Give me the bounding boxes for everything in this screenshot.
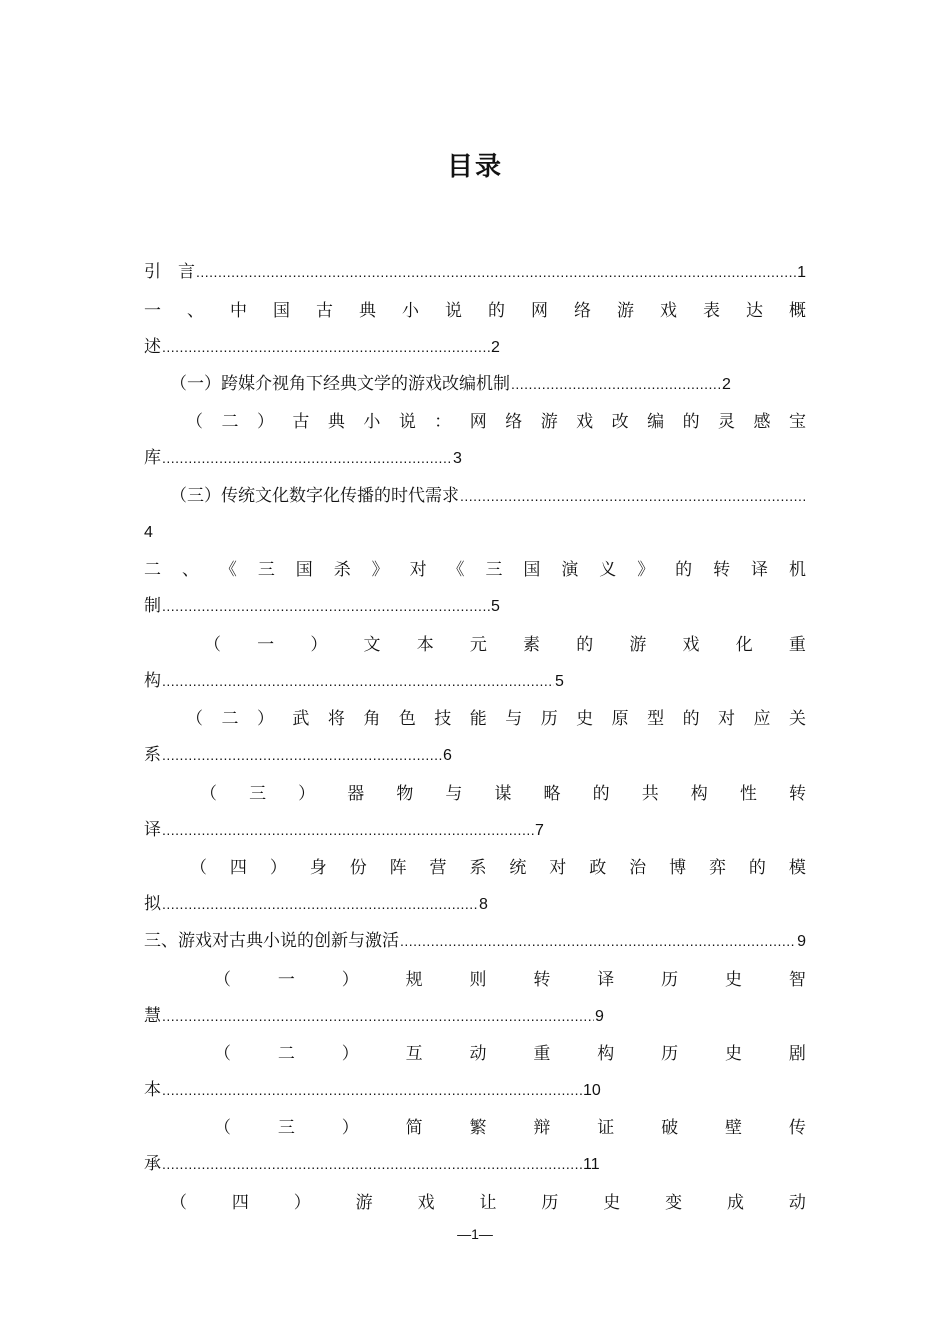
toc-entry-s3[interactable] <box>144 927 806 955</box>
toc-page: 7 <box>535 822 544 839</box>
toc-page: 10 <box>583 1082 601 1099</box>
toc-leader <box>162 444 452 472</box>
toc-entry-s2-4[interactable]: （ 四 ） 身 份 阵 营 系 统 对 政 治 博 弈 的 模 <box>190 858 806 878</box>
toc-leader <box>460 482 805 510</box>
toc-leader <box>162 1076 582 1104</box>
toc-text: 三、游戏对古典小说的创新与激活 <box>144 931 399 951</box>
toc-page: 9 <box>797 933 806 950</box>
toc-entry-s2-cont[interactable]: 制 ..... 5 <box>144 592 806 620</box>
toc-entry-s3-1[interactable]: （ 一 ） 规 则 转 译 历 史 智 <box>214 970 806 990</box>
toc-page: 5 <box>491 598 500 615</box>
toc-page: 4 <box>144 524 153 541</box>
toc-leader <box>162 1002 594 1030</box>
toc-entry-s3-2[interactable]: （ 二 ） 互 动 重 构 历 史 剧 <box>214 1044 806 1064</box>
toc-leader <box>162 592 490 620</box>
toc-entry-s2-3-cont[interactable]: 译 ..... 7 <box>144 816 806 844</box>
toc-entry-s3-3[interactable]: （ 三 ） 简 繁 辩 证 破 壁 传 <box>214 1118 806 1138</box>
toc-leader <box>162 816 534 844</box>
toc-entry-s2-3[interactable]: （ 三 ） 器 物 与 谋 略 的 共 构 性 转 <box>200 784 806 804</box>
toc-entry-s1-3[interactable] <box>170 482 806 510</box>
toc-page: 5 <box>555 673 564 690</box>
toc-entry-s3-4[interactable]: （ 四 ） 游 戏 让 历 史 变 成 动 <box>170 1193 806 1213</box>
toc-page: 9 <box>595 1008 604 1025</box>
toc-leader <box>196 258 796 286</box>
toc-entry-intro[interactable] <box>144 258 806 286</box>
toc-page: 6 <box>443 747 452 764</box>
toc-entry-s2-1[interactable]: （ 一 ） 文 本 元 素 的 游 戏 化 重 <box>204 635 806 655</box>
toc-page: 2 <box>722 376 731 393</box>
toc-entry-s2-4-cont[interactable]: 拟 ..... 8 <box>144 890 806 918</box>
toc-entry-s1-2[interactable]: （ 二 ） 古 典 小 说 ： 网 络 游 戏 改 编 的 灵 感 宝 <box>186 412 806 432</box>
toc-text: （三）传统文化数字化传播的时代需求 <box>170 486 459 506</box>
page-title: 目录 <box>446 152 503 182</box>
toc-entry-s1-2-cont[interactable]: 库 ..... 3 <box>144 444 806 472</box>
toc-page: 3 <box>453 450 462 467</box>
toc-entry-s2-2-cont[interactable]: 系 ..... 6 <box>144 741 806 769</box>
toc-page: 11 <box>583 1156 600 1173</box>
toc-entry-s1-cont[interactable]: 述 ..... 2 <box>144 333 806 361</box>
toc-entry-s3-1-cont[interactable]: 慧 ..... 9 <box>144 1002 806 1030</box>
toc-entry-s1-3-page <box>144 518 806 546</box>
toc-page: 1 <box>797 264 806 281</box>
toc-page: 2 <box>491 339 500 356</box>
page-number-footer: —1— <box>457 1226 493 1242</box>
toc-page: 8 <box>479 896 488 913</box>
toc-text: （一）跨媒介视角下经典文学的游戏改编机制 <box>170 374 510 394</box>
toc-leader <box>162 741 442 769</box>
toc-entry-s3-3-cont[interactable]: 承 ..... 11 <box>144 1150 806 1178</box>
toc-leader <box>400 927 796 955</box>
toc-entry-s3-2-cont[interactable]: 本 ..... 10 <box>144 1076 806 1104</box>
toc-leader <box>162 667 554 695</box>
toc-entry-s2-1-cont[interactable]: 构 ..... 5 <box>144 667 806 695</box>
toc-leader <box>162 890 478 918</box>
toc-leader <box>162 333 490 361</box>
toc-text: 引 言 <box>144 262 195 282</box>
toc-entry-s2-2[interactable]: （ 二 ） 武 将 角 色 技 能 与 历 史 原 型 的 对 应 关 <box>186 709 806 729</box>
toc-text-spread: 一 <box>144 301 161 321</box>
toc-entry-s2[interactable]: 二 、 《 三 国 杀 》 对 《 三 国 演 义 》 的 转 译 机 <box>144 560 806 580</box>
toc-leader <box>511 370 721 398</box>
toc-entry-s1-1[interactable] <box>170 370 806 398</box>
toc-entry-s1[interactable]: 一 、 中 国 古 典 小 说 的 网 络 游 戏 表 达 概 <box>144 297 806 325</box>
toc-leader <box>162 1150 582 1178</box>
